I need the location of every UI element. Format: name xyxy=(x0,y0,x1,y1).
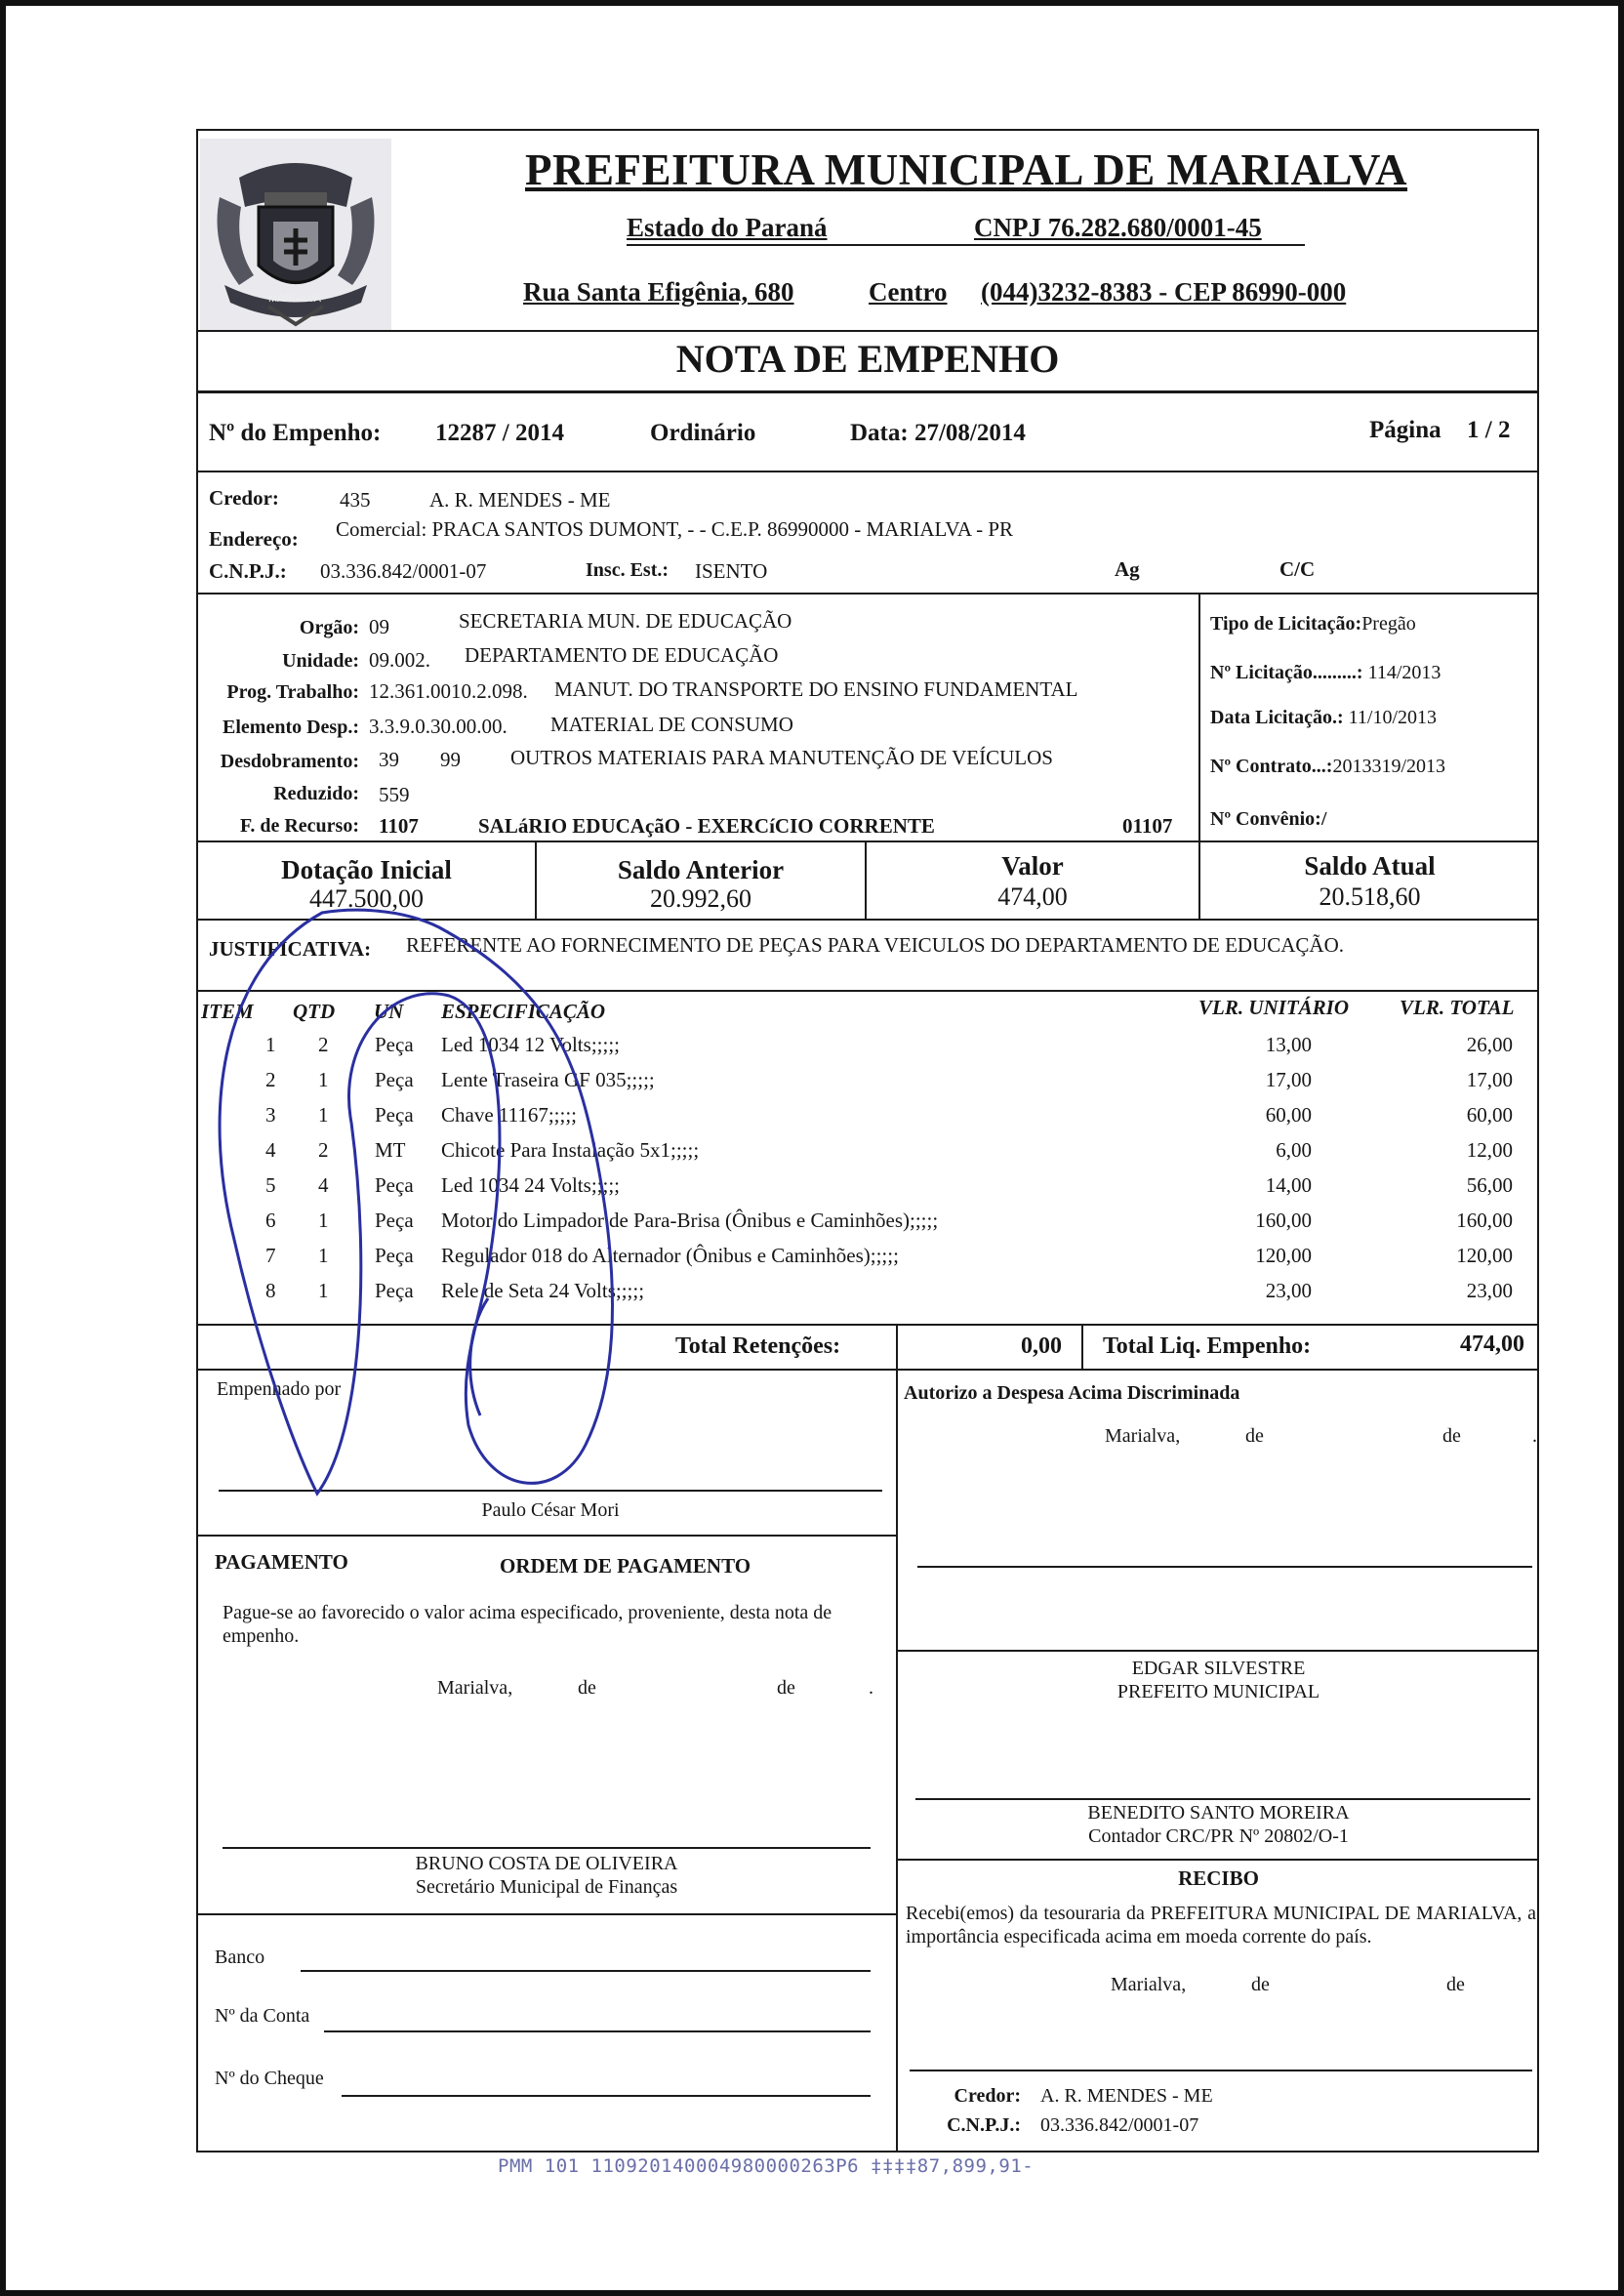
desd-code-2: 99 xyxy=(440,748,461,771)
insc-label: Insc. Est.: xyxy=(586,559,670,581)
item-unit: Peça xyxy=(375,1068,414,1091)
items-col-spec: ESPECIFICAÇÃO xyxy=(441,1000,606,1023)
item-spec: Rele de Seta 24 Volts;;;;; xyxy=(441,1279,645,1302)
balance-label-dotacao: Dotação Inicial xyxy=(281,855,452,884)
authorize-de-1: de xyxy=(1245,1425,1264,1447)
creditor-name: A. R. MENDES - ME xyxy=(429,488,611,512)
payment-dot: . xyxy=(869,1677,873,1699)
item-unit: Peça xyxy=(375,1209,414,1232)
item-unit-price: 60,00 xyxy=(1265,1103,1312,1127)
empenho-number: 12287 / 2014 xyxy=(435,420,564,446)
item-total: 26,00 xyxy=(1466,1033,1513,1056)
creditor-cnpj-label: C.N.P.J.: xyxy=(209,559,287,583)
licitacao-type-label: Tipo de Licitação: xyxy=(1210,613,1362,635)
recurso-code: 1107 xyxy=(379,814,419,838)
item-number: 3 xyxy=(265,1103,276,1127)
secretary-name: BRUNO COSTA DE OLIVEIRA xyxy=(415,1853,678,1874)
desd-label: Desdobramento: xyxy=(220,751,359,772)
item-unit: Peça xyxy=(375,1279,414,1302)
balance-label-saldo-anterior: Saldo Anterior xyxy=(617,855,785,884)
item-number: 6 xyxy=(265,1209,276,1232)
items-col-total: VLR. TOTAL xyxy=(1400,996,1515,1019)
receipt-credor-name: A. R. MENDES - ME xyxy=(1040,2085,1213,2107)
item-spec: Lente Traseira GF 035;;;;; xyxy=(441,1068,655,1091)
receipt-title: RECIBO xyxy=(1178,1866,1259,1890)
item-unit-price: 160,00 xyxy=(1255,1209,1312,1232)
desd-code-1: 39 xyxy=(379,748,399,771)
state-name: Estado do Paraná xyxy=(627,213,828,242)
item-number: 4 xyxy=(265,1138,276,1162)
item-spec: Led 1034 12 Volts;;;;; xyxy=(441,1033,620,1056)
address-text: Rua Santa Efigênia, 680 xyxy=(523,277,794,307)
mayor-name: EDGAR SILVESTRE xyxy=(1131,1658,1306,1679)
empenho-date: Data: 27/08/2014 xyxy=(850,420,1026,446)
elem-code: 3.3.9.0.30.00.00. xyxy=(369,715,508,738)
item-unit: Peça xyxy=(375,1173,414,1197)
mayor-role: PREFEITO MUNICIPAL xyxy=(1116,1681,1320,1702)
justification-text: REFERENTE AO FORNECIMENTO DE PEÇAS PARA VEICULOS DO DEPARTAMENTO DE EDUCAÇÃO. xyxy=(406,933,1345,957)
item-qty: 1 xyxy=(318,1103,329,1127)
crest-text: MARIALVA xyxy=(268,293,321,305)
phone-cep-text: (044)3232-8383 - CEP 86990-000 xyxy=(981,277,1347,307)
convenio-label: Nº Convênio:/ xyxy=(1210,808,1327,830)
balance-label-valor: Valor xyxy=(1001,851,1064,881)
licitacao-number-value: 114/2013 xyxy=(1367,662,1441,683)
item-number: 8 xyxy=(265,1279,276,1302)
item-unit: MT xyxy=(375,1138,406,1162)
item-total: 120,00 xyxy=(1456,1244,1513,1267)
orgao-code: 09 xyxy=(369,615,389,638)
creditor-code: 435 xyxy=(340,488,371,512)
items-col-unit-price: VLR. UNITÁRIO xyxy=(1198,996,1350,1019)
liquid-total-value: 474,00 xyxy=(1460,1332,1524,1357)
accountant-name: BENEDITO SANTO MOREIRA xyxy=(1087,1802,1350,1824)
item-unit: Peça xyxy=(375,1033,414,1056)
item-qty: 1 xyxy=(318,1244,329,1267)
receipt-cnpj-label: C.N.P.J.: xyxy=(947,2114,1021,2136)
contract-label: Nº Contrato...: xyxy=(1210,756,1333,777)
receipt-text: Recebi(emos) da tesouraria da PREFEITURA MUNICIPAL DE MARIALVA, a importância especificada acima em moeda corrente do país. xyxy=(906,1903,1536,1948)
payment-city: Marialva, xyxy=(437,1677,513,1699)
page-label: Página xyxy=(1369,417,1441,443)
empenho-type: Ordinário xyxy=(650,420,756,446)
empenhado-por-label: Empenhado por xyxy=(217,1378,342,1400)
item-unit-price: 23,00 xyxy=(1265,1279,1312,1302)
item-spec: Led 1034 24 Volts;;;;; xyxy=(441,1173,620,1197)
creditor-address-label: Endereço: xyxy=(209,527,299,551)
ordem-pagamento-label: ORDEM DE PAGAMENTO xyxy=(500,1554,751,1578)
item-unit-price: 17,00 xyxy=(1265,1068,1312,1091)
unidade-label: Unidade: xyxy=(282,650,359,672)
item-number: 1 xyxy=(265,1033,276,1056)
page-number: 1 / 2 xyxy=(1467,417,1511,443)
item-unit: Peça xyxy=(375,1103,414,1127)
items-col-un: UN xyxy=(374,1000,404,1023)
authorize-city: Marialva, xyxy=(1105,1425,1181,1447)
payment-de-2: de xyxy=(777,1677,795,1699)
item-qty: 1 xyxy=(318,1209,329,1232)
item-qty: 4 xyxy=(318,1173,329,1197)
receipt-cnpj: 03.336.842/0001-07 xyxy=(1040,2114,1199,2136)
cheque-label: Nº do Cheque xyxy=(215,2068,324,2089)
recurso-label: F. de Recurso: xyxy=(239,815,359,837)
item-unit-price: 13,00 xyxy=(1265,1033,1312,1056)
prog-label: Prog. Trabalho: xyxy=(226,681,359,703)
item-total: 17,00 xyxy=(1466,1068,1513,1091)
empenhado-signer: Paulo César Mori xyxy=(481,1499,620,1521)
contract-value: 2013319/2013 xyxy=(1332,756,1446,777)
items-col-item: ITEM xyxy=(201,1000,254,1023)
elem-label: Elemento Desp.: xyxy=(223,717,359,738)
receipt-city: Marialva, xyxy=(1111,1974,1187,1995)
item-unit-price: 120,00 xyxy=(1255,1244,1312,1267)
authorize-dot: . xyxy=(1532,1425,1537,1447)
pague-text: Pague-se ao favorecido o valor acima especificado, proveniente, desta nota de empenho. xyxy=(223,1602,832,1647)
authorize-de-2: de xyxy=(1442,1425,1461,1447)
receipt-de-1: de xyxy=(1251,1974,1270,1995)
pagamento-label: PAGAMENTO xyxy=(215,1550,348,1574)
account-label: Nº da Conta xyxy=(215,2005,310,2027)
unidade-desc: DEPARTAMENTO DE EDUCAÇÃO xyxy=(465,643,779,667)
balance-value-valor: 474,00 xyxy=(997,882,1068,911)
item-spec: Chave 11167;;;;; xyxy=(441,1103,578,1127)
insc-value: ISENTO xyxy=(695,559,768,583)
orgao-label: Orgão: xyxy=(299,617,359,638)
reduzido-code: 559 xyxy=(379,783,410,806)
balance-value-saldo-atual: 20.518,60 xyxy=(1319,882,1421,911)
balance-value-dotacao: 447.500,00 xyxy=(309,884,424,913)
secretary-role: Secretário Municipal de Finanças xyxy=(415,1876,678,1898)
item-unit: Peça xyxy=(375,1244,414,1267)
justification-label: JUSTIFICATIVA: xyxy=(209,937,372,961)
licitacao-date-value: 11/10/2013 xyxy=(1348,707,1438,728)
creditor-cnpj: 03.336.842/0001-07 xyxy=(320,559,487,583)
item-total: 12,00 xyxy=(1466,1138,1513,1162)
item-qty: 2 xyxy=(318,1138,329,1162)
item-unit-price: 6,00 xyxy=(1276,1138,1312,1162)
prog-desc: MANUT. DO TRANSPORTE DO ENSINO FUNDAMENTAL xyxy=(554,677,1078,701)
district-text: Centro xyxy=(869,277,948,307)
unidade-code: 09.002. xyxy=(369,648,430,672)
autorizo-label: Autorizo a Despesa Acima Discriminada xyxy=(904,1382,1240,1404)
item-spec: Motor do Limpador de Para-Brisa (Ônibus e Caminhões);;;;; xyxy=(441,1209,939,1232)
empenho-number-label: Nº do Empenho: xyxy=(209,420,382,446)
ag-label: Ag xyxy=(1115,557,1140,581)
item-total: 56,00 xyxy=(1466,1173,1513,1197)
elem-desc: MATERIAL DE CONSUMO xyxy=(550,713,793,736)
item-qty: 2 xyxy=(318,1033,329,1056)
recurso-right-code: 01107 xyxy=(1122,814,1173,838)
liquid-total-label: Total Liq. Empenho: xyxy=(1103,1333,1312,1359)
creditor-address: Comercial: PRACA SANTOS DUMONT, - - C.E.P. 86990000 - MARIALVA - PR xyxy=(336,517,1014,541)
items-col-qtd: QTD xyxy=(293,1000,336,1023)
accountant-role: Contador CRC/PR Nº 20802/O-1 xyxy=(1088,1825,1349,1847)
item-number: 2 xyxy=(265,1068,276,1091)
recurso-desc: SALáRIO EDUCAçãO - EXERCíCIO CORRENTE xyxy=(478,814,935,838)
item-total: 160,00 xyxy=(1456,1209,1513,1232)
item-spec: Regulador 018 do Alternador (Ônibus e Caminhões);;;;; xyxy=(441,1244,899,1267)
bank-label: Banco xyxy=(215,1947,265,1968)
document-title: NOTA DE EMPENHO xyxy=(675,337,1060,381)
item-qty: 1 xyxy=(318,1279,329,1302)
retencoes-value: 0,00 xyxy=(1021,1333,1062,1359)
licitacao-number-label: Nº Licitação.........: xyxy=(1210,662,1363,683)
payment-de-1: de xyxy=(578,1677,596,1699)
municipality-title: PREFEITURA MUNICIPAL DE MARIALVA xyxy=(525,145,1408,194)
licitacao-date-label: Data Licitação.: xyxy=(1210,707,1344,728)
orgao-desc: SECRETARIA MUN. DE EDUCAÇÃO xyxy=(459,609,792,633)
reduzido-label: Reduzido: xyxy=(273,783,359,804)
cc-label: C/C xyxy=(1279,557,1316,581)
item-qty: 1 xyxy=(318,1068,329,1091)
licitacao-type-value: Pregão xyxy=(1361,613,1416,635)
micr-line: PMM 101 11092014000498000026​3P6 ‡‡‡‡87,899,91- xyxy=(498,2155,1035,2177)
balance-value-saldo-anterior: 20.992,60 xyxy=(650,884,751,913)
item-total: 23,00 xyxy=(1466,1279,1513,1302)
receipt-de-2: de xyxy=(1446,1974,1465,1995)
desd-desc: OUTROS MATERIAIS PARA MANUTENÇÃO DE VEÍCULOS xyxy=(510,746,1053,769)
receipt-credor-label: Credor: xyxy=(954,2085,1021,2107)
retencoes-label: Total Retenções: xyxy=(675,1333,841,1359)
prog-code: 12.361.0010.2.098. xyxy=(369,679,528,703)
item-unit-price: 14,00 xyxy=(1265,1173,1312,1197)
item-number: 7 xyxy=(265,1244,276,1267)
item-number: 5 xyxy=(265,1173,276,1197)
item-spec: Chicote Para Instalação 5x1;;;;; xyxy=(441,1138,700,1162)
cnpj-text: CNPJ 76.282.680/0001-45 xyxy=(974,213,1262,242)
balance-label-saldo-atual: Saldo Atual xyxy=(1304,851,1436,881)
creditor-label: Credor: xyxy=(209,486,279,510)
item-total: 60,00 xyxy=(1466,1103,1513,1127)
